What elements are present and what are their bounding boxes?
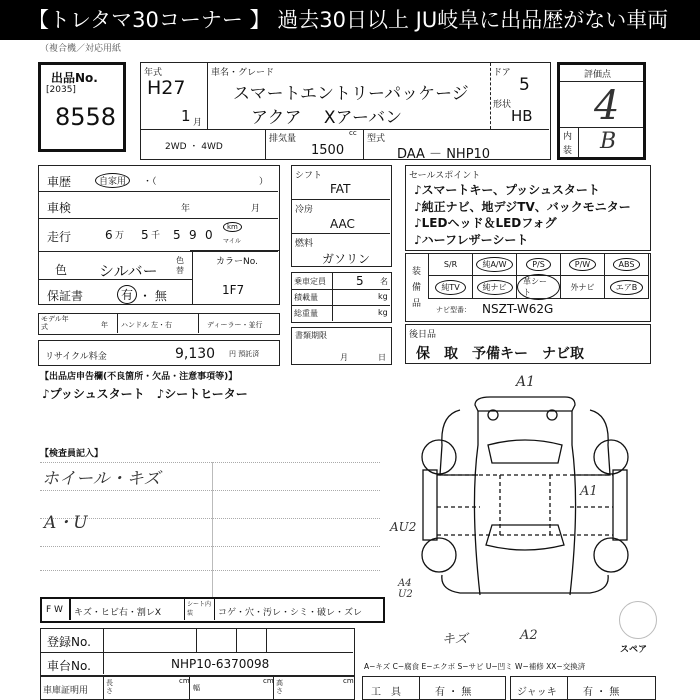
car-damage-diagram (380, 375, 640, 605)
lot-label: 出品No. (51, 71, 98, 85)
declaration-value: ♪プッシュスタート ♪シートヒーター (42, 387, 248, 401)
nav-label: ナビ型番： (436, 306, 471, 314)
mile-unit: マイル (223, 238, 241, 245)
history-value: 自家用 (95, 173, 130, 188)
inspection-month: 月 (251, 204, 261, 214)
mileage-digit-3: 0 (205, 228, 213, 242)
fw-label: F W (46, 605, 63, 615)
damage-mark: A4 U2 (398, 578, 413, 600)
load-label: 積載量 (294, 293, 318, 302)
model-year-row (38, 313, 280, 335)
garage-row (40, 676, 355, 700)
model-year-unit: 年 (101, 321, 108, 329)
seat-value: コゲ・穴・汚レ・シミ・破レ・ズレ (218, 608, 363, 618)
lot-number: 8558 (55, 103, 117, 131)
docs-block (291, 327, 392, 365)
color-label: 色 (55, 263, 68, 277)
capacity-unit: 名 (380, 277, 388, 286)
shape-value: HB (511, 107, 533, 125)
damage-mark: A1 (580, 484, 598, 499)
sales-item: ♪ハーフレザーシート (414, 232, 529, 247)
lot-stamp: [2035] (46, 85, 76, 95)
equipment-item-label: ABS (613, 258, 641, 271)
handle-label: ハンドル (121, 321, 149, 329)
equipment-item-label: 純A/W (476, 257, 512, 272)
warranty-label: 保証書 (47, 289, 84, 303)
ac-value: AAC (330, 217, 355, 231)
model-value: DAA － NHP10 (397, 147, 491, 162)
mileage-man-unit: 万 (115, 231, 125, 241)
warranty-yes: 有 (117, 285, 137, 304)
later-items (405, 324, 651, 364)
damage-mark: キズ (442, 632, 468, 647)
shift-label: シフト (295, 171, 323, 181)
jack-label: ジャッキ (517, 687, 557, 698)
color-no: 1F7 (222, 283, 245, 297)
sales-label: セールスポイント (409, 171, 481, 181)
tools-value: 有 ・ 無 (435, 687, 472, 698)
damage-mark: A1 (516, 374, 536, 390)
inspector-label: 【検査員記入】 (40, 449, 104, 459)
equipment-item (429, 276, 473, 298)
fuel-label: 燃料 (295, 239, 314, 249)
equipment-item (561, 254, 605, 276)
garage-label: 車庫証明用 (43, 686, 89, 696)
sales-item: ♪スマートキー、プッシュスタート (414, 183, 600, 197)
damage-mark: A2 (520, 628, 538, 643)
docs-day: 日 (378, 353, 386, 362)
interior-label-2: 装 (563, 146, 573, 156)
history-close: ） (259, 177, 269, 187)
equipment-label: 装備品 (412, 267, 422, 309)
capacity-value: 5 (356, 274, 364, 288)
history-rest: ・（ (143, 177, 157, 187)
recycle-value: 9,130 (175, 346, 216, 362)
damage-mark: AU2 (390, 520, 417, 534)
km-unit: km (223, 222, 242, 232)
interior-score: B (600, 129, 617, 154)
equipment-item-label: 外ナビ (570, 282, 595, 292)
equipment-item (473, 276, 517, 298)
sales-item: ♪純正ナビ、地デジTV、バックモニター (414, 199, 631, 214)
inspection-year: 年 (181, 204, 191, 214)
equipment-item-label: S/R (443, 260, 458, 269)
banner: 【トレタマ30コーナー 】 過去30日以上 JU岐阜に出品歴がない車両 (0, 0, 700, 40)
mileage-digit-2: 9 (189, 228, 197, 242)
score-value: 4 (594, 83, 620, 129)
recycle-unit: 円 預託済 (229, 350, 260, 358)
jack-value: 有 ・ 無 (583, 687, 620, 698)
equipment-item (605, 254, 649, 276)
sales-points (405, 165, 651, 251)
equipment-item (429, 254, 473, 276)
tools-label: 工 具 (371, 687, 401, 698)
registration-label: 登録No. (47, 635, 91, 649)
month-unit: 月 (193, 118, 203, 128)
door-value: 5 (519, 75, 530, 95)
color-no-block (190, 250, 280, 305)
spare-tire-circle (619, 601, 657, 639)
interior-label-1: 内 (563, 132, 573, 142)
sales-item: ♪LEDヘッド＆LEDフォグ (414, 216, 557, 230)
sales-list (414, 182, 631, 248)
shift-value: FAT (330, 182, 351, 196)
year-label: 年式 (144, 68, 163, 78)
gross-label: 総重量 (294, 309, 318, 318)
spare-label: スペア (620, 645, 648, 655)
registration-block (40, 628, 355, 676)
equipment-item (473, 254, 517, 276)
drive-type: 2WD ・ 4WD (165, 142, 223, 152)
paper-note: （複合機／対応用紙 (40, 44, 122, 54)
dealer-label: ディーラー・並行 (207, 321, 263, 329)
equipment-block (405, 253, 651, 322)
shift-block (291, 165, 392, 267)
displacement-label: 排気量 (269, 134, 297, 144)
ac-label: 冷房 (295, 205, 314, 215)
handle-value: 左・右 (151, 321, 172, 329)
seat-label: シート内装 (187, 601, 212, 617)
cm-unit: cm (343, 677, 354, 685)
color-no-label: カラーNo. (216, 257, 258, 267)
mileage-sen-unit: 千 (151, 231, 161, 241)
length-label: 長さ (106, 679, 113, 695)
mileage-man: 6 (105, 228, 113, 242)
cm-unit: cm (179, 677, 190, 685)
door-label: ドア (493, 68, 511, 78)
equipment-item (561, 276, 605, 298)
inspector-note-1: ホイール・キズ (42, 469, 161, 489)
equipment-item (605, 276, 649, 298)
shape-label: 形状 (493, 100, 512, 110)
nav-model: NSZT-W62G (482, 302, 554, 316)
model-label: 型式 (367, 134, 386, 144)
score-label: 評価点 (584, 70, 612, 80)
docs-label: 書類期限 (295, 331, 327, 340)
gross-unit: kg (378, 308, 388, 317)
height-label: 高さ (276, 679, 283, 695)
equipment-item-label: エアB (610, 280, 644, 295)
score-box (557, 62, 646, 160)
vehicle-info-box (140, 62, 551, 160)
year-month: 1 (181, 107, 191, 125)
equipment-item-label: P/S (526, 258, 551, 271)
car-name: アクア Xアーバン (251, 108, 403, 128)
equipment-item-label: 革シート (517, 274, 560, 300)
year-era: H27 (147, 77, 186, 99)
capacity-block (291, 272, 392, 323)
damage-legend: A−キズ C−腐食 E−エクボ S−サビ U−凹ミ W−補修 XX−交換済 (364, 662, 586, 671)
jack-box (510, 676, 656, 700)
inspector-note-2: A・U (44, 513, 88, 533)
capacity-label: 乗車定員 (294, 277, 326, 286)
width-label: 幅 (193, 684, 200, 692)
car-name-label: 車名・グレード (211, 68, 275, 78)
docs-month: 月 (340, 353, 348, 362)
load-unit: kg (378, 292, 388, 301)
equipment-item (517, 276, 561, 298)
mileage-label: 走行 (47, 230, 72, 244)
model-year-label: モデル年式 (41, 315, 69, 331)
fw-value: キズ・ヒビ右・割レX (74, 608, 161, 618)
equipment-item-label: 純TV (435, 280, 465, 295)
cc-unit: cc (349, 129, 357, 137)
fuel-value: ガソリン (322, 252, 371, 266)
tools-box (362, 676, 506, 700)
chassis-number: NHP10-6370098 (171, 657, 270, 671)
equipment-item-label: 純ナビ (477, 280, 513, 295)
declaration-label: 【出品店申告欄(不良箇所・欠品・注意事項等)】 (40, 372, 238, 382)
recycle-label: リサイクル料金 (45, 352, 107, 362)
chassis-label: 車台No. (47, 659, 91, 673)
warranty-no: ・ 無 (139, 289, 167, 303)
color-change-label: 色替 (176, 256, 184, 275)
equipment-item (517, 254, 561, 276)
car-grade: スマートエントリーパッケージ (233, 84, 469, 104)
cm-unit: cm (263, 677, 274, 685)
history-label: 車歴 (47, 175, 72, 189)
mileage-sen: 5 (141, 228, 149, 242)
later-value: 保 取 予備キー ナビ取 (416, 346, 584, 362)
later-label: 後日品 (409, 330, 437, 340)
equipment-item-label: P/W (569, 258, 596, 271)
displacement-value: 1500 (311, 143, 345, 158)
inspection-label: 車検 (47, 201, 72, 215)
recycle-row (38, 340, 280, 366)
color-value: シルバー (99, 262, 158, 280)
fw-row (40, 597, 385, 623)
lot-box (38, 62, 126, 152)
mileage-digit-1: 5 (173, 228, 181, 242)
